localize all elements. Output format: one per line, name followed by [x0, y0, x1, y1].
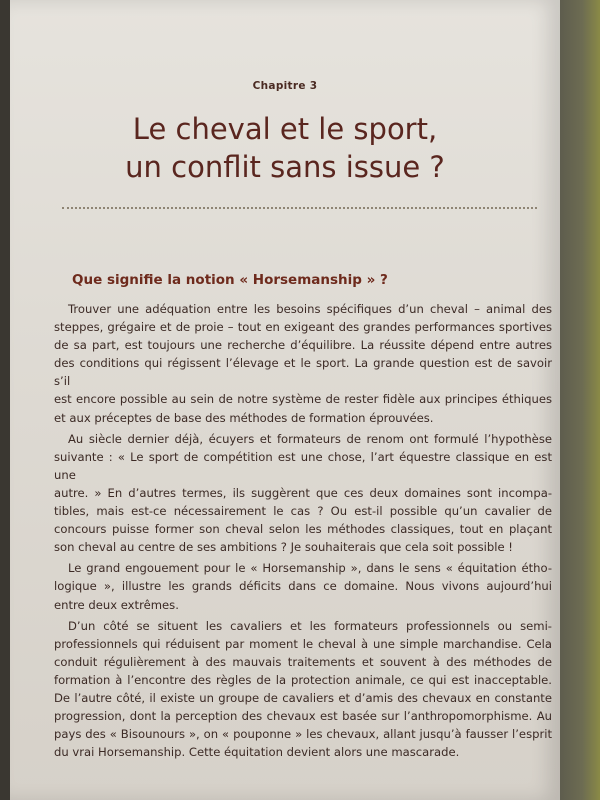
- text-line: conduit régulièrement à des mauvais traitements et souvent à des méthodes de: [54, 654, 552, 669]
- paragraph-4: [54, 617, 552, 762]
- chapter-label: Chapitre 3: [252, 80, 318, 92]
- text-line: autre. » En d’autres termes, ils suggèrent que ces deux domaines sont incompa-: [54, 485, 552, 500]
- dotted-divider: [62, 207, 537, 209]
- text-line: du vrai Horsemanship. Cette équitation devient alors une mascarade.: [54, 745, 460, 760]
- text-line: est encore possible au sein de notre système de rester fidèle aux principes éthiques: [54, 392, 552, 407]
- paragraph-2: [54, 430, 552, 557]
- text-line: formation à l’encontre des règles de la protection animale, ce qui est inacceptable.: [54, 672, 552, 687]
- text-line: professionnels qui réduisent par moment le cheval à une simple marchandise. Cela: [54, 636, 552, 651]
- section-heading: Que signifie la notion « Horsemanship » ?: [72, 272, 388, 288]
- body-text: [54, 300, 552, 761]
- text-line: de sa part, est toujours une recherche d’équilibre. La réussite dépend entre autres: [54, 338, 552, 353]
- paragraph-3: [54, 559, 552, 613]
- text-line: steppes, grégaire et de proie – tout en exigeant des grandes performances sportives: [54, 320, 552, 335]
- text-line: logique », illustre les grands déficits dans ce domaine. Nous vivons aujourd’hui: [54, 579, 552, 594]
- text-line: des conditions qui régissent l’élevage et le sport. La grande question est de savoir s’il: [54, 356, 552, 389]
- text-line: De l’autre côté, il existe un groupe de cavaliers et d’amis des chevaux en constante: [54, 690, 552, 705]
- paragraph-1: [54, 300, 552, 427]
- text-line: tibles, mais est-ce nécessairement le cas ? Ou est-il possible qu’un cavalier de: [54, 504, 552, 519]
- text-line: et aux préceptes de base des méthodes de formation éprouvées.: [54, 410, 434, 425]
- text-line: D’un côté se situent les cavaliers et les formateurs professionnels ou semi-: [68, 618, 552, 633]
- text-line: pays des « Bisounours », on « pouponne » les chevaux, allant jusqu’à fausser l’esprit: [54, 727, 552, 742]
- text-line: entre deux extrêmes.: [54, 597, 179, 612]
- chapter-title: [10, 110, 560, 186]
- text-line: progression, dont la perception des chevaux est basée sur l’anthropomorphisme. Au: [54, 709, 552, 724]
- text-line: suivante : « Le sport de compétition est une chose, l’art équestre classique en est une: [54, 449, 552, 482]
- text-line: son cheval au centre de ses ambitions ? Je souhaiterais que cela soit possible !: [54, 540, 513, 555]
- text-line: Au siècle dernier déjà, écuyers et formateurs de renom ont formulé l’hypothèse: [68, 431, 552, 446]
- text-line: Trouver une adéquation entre les besoins spécifiques d’un cheval – animal des: [68, 302, 552, 316]
- book-page: [10, 0, 560, 800]
- text-line: Le grand engouement pour le « Horsemanship », dans le sens « équitation étho-: [68, 561, 552, 576]
- background-desk: [556, 0, 600, 800]
- chapter-title-line-2: un conflit sans issue ?: [125, 150, 445, 184]
- text-line: concours puisse former son cheval selon les méthodes classiques, tout en plaçant: [54, 522, 552, 537]
- chapter-title-line-1: Le cheval et le sport,: [132, 112, 438, 146]
